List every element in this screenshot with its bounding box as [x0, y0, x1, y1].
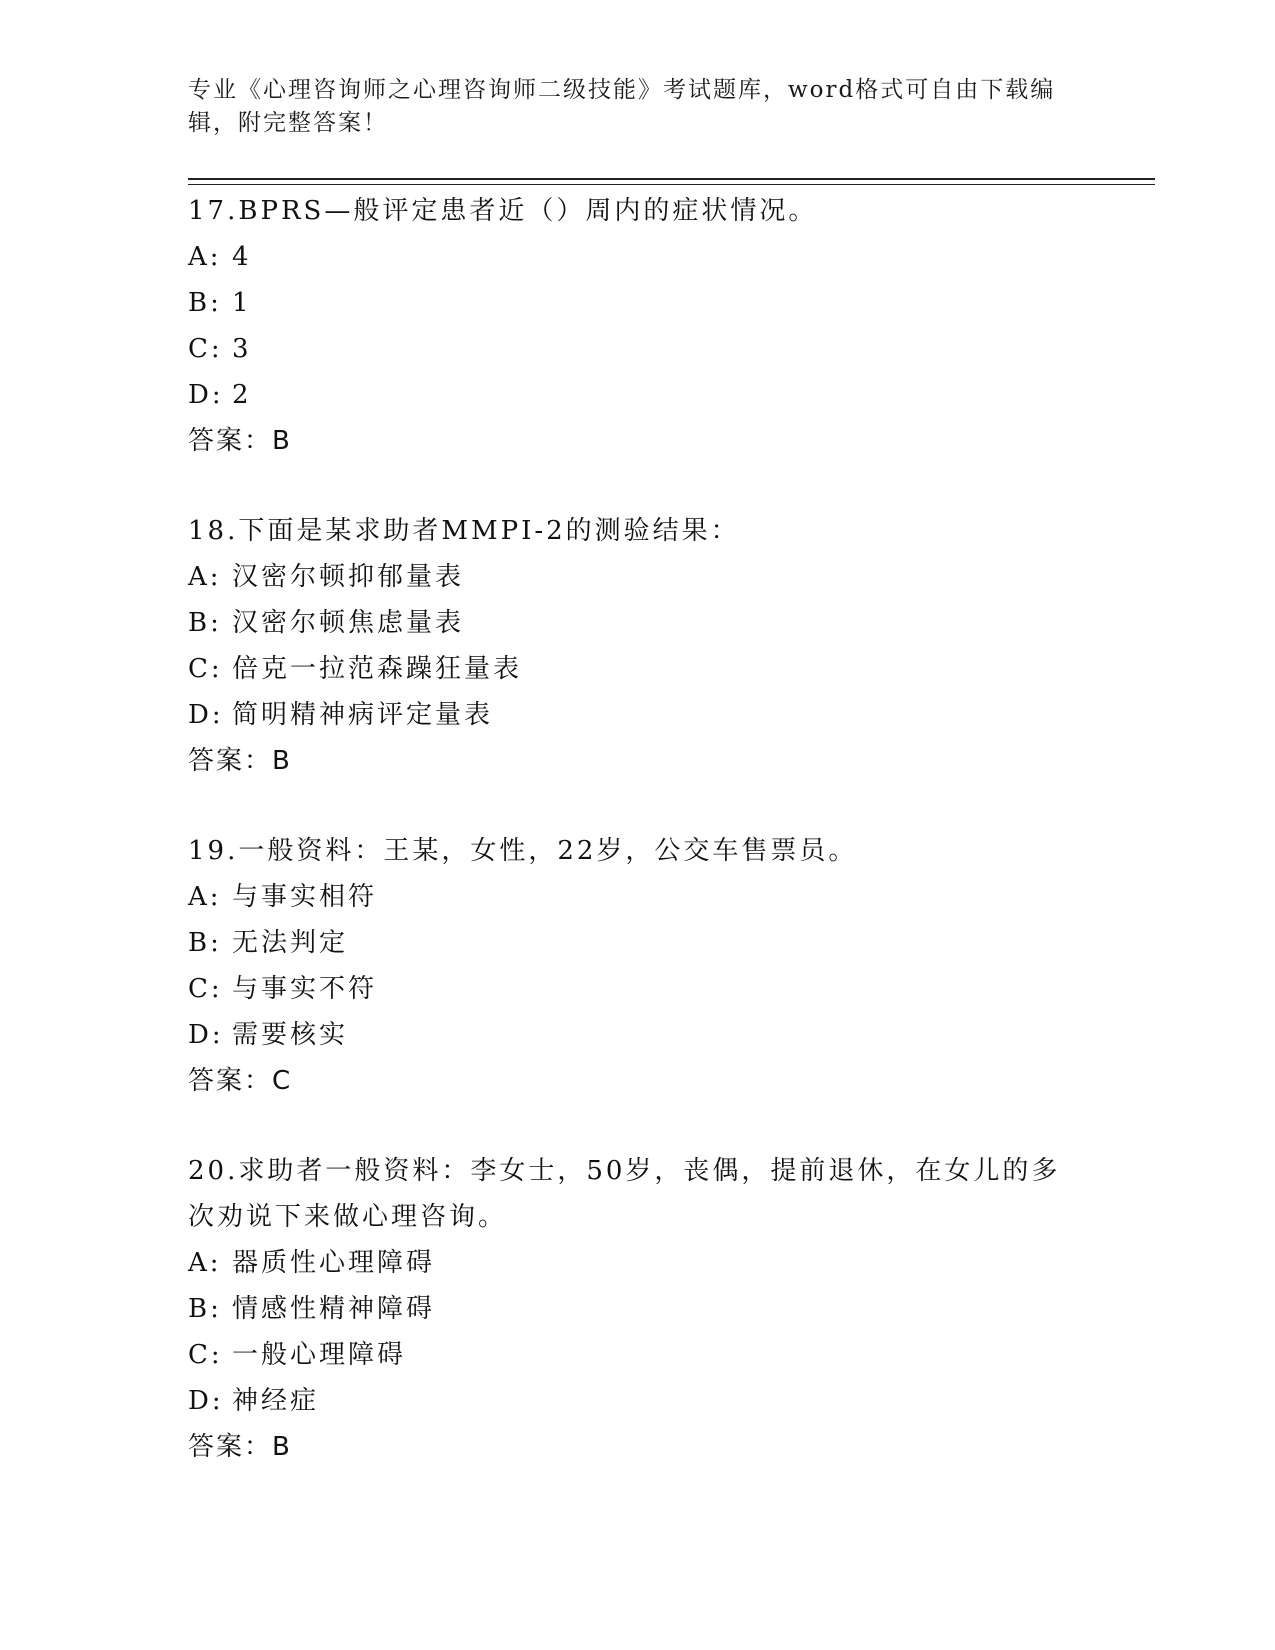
- option-label: A:: [188, 242, 222, 272]
- option-d: [188, 372, 1088, 418]
- option-a: [188, 234, 1088, 280]
- option-a: [188, 1240, 1088, 1286]
- option-text: 一般心理障碍: [232, 1340, 407, 1370]
- option-b: [188, 600, 1088, 646]
- option-c: [188, 326, 1088, 372]
- document-header: 专业《心理咨询师之心理咨询师二级技能》考试题库，word格式可自由下载编辑，附完整答案！: [188, 77, 1056, 136]
- option-text: 倍克一拉范森躁狂量表: [232, 654, 523, 684]
- option-a: [188, 874, 1088, 920]
- option-text: 4: [232, 242, 252, 272]
- option-text: 汉密尔顿抑郁量表: [232, 562, 465, 592]
- question-stem: 20.求助者一般资料：李女士，50岁，丧偶，提前退休，在女儿的多次劝说下来做心理咨询。: [188, 1156, 1061, 1232]
- option-text: 与事实不符: [232, 974, 378, 1004]
- option-c: [188, 1332, 1088, 1378]
- option-text: 简明精神病评定量表: [232, 700, 494, 730]
- question-18: [188, 508, 1088, 784]
- option-text: 无法判定: [232, 928, 349, 958]
- option-text: 需要核实: [232, 1020, 349, 1050]
- option-label: D:: [188, 1386, 224, 1416]
- option-text: 1: [232, 288, 252, 318]
- option-text: 2: [232, 380, 252, 410]
- option-label: A:: [188, 882, 222, 912]
- option-label: C:: [188, 1340, 223, 1370]
- answer-line: 答案：B: [188, 426, 292, 456]
- option-label: A:: [188, 562, 222, 592]
- option-c: [188, 966, 1088, 1012]
- option-text: 器质性心理障碍: [232, 1248, 436, 1278]
- option-b: [188, 280, 1088, 326]
- option-b: [188, 920, 1088, 966]
- option-text: 情感性精神障碍: [232, 1294, 436, 1324]
- answer-line: 答案：C: [188, 1066, 293, 1096]
- question-20: [188, 1148, 1088, 1470]
- header-divider-thin: [188, 184, 1155, 185]
- option-label: B:: [188, 928, 222, 958]
- option-d: [188, 1378, 1088, 1424]
- option-label: A:: [188, 1248, 222, 1278]
- answer-line: 答案：B: [188, 746, 292, 776]
- question-stem: 18.下面是某求助者MMPI-2的测验结果：: [188, 516, 740, 546]
- option-c: [188, 646, 1088, 692]
- question-stem: 17.BPRS—般评定患者近（）周内的症状情况。: [188, 196, 818, 226]
- option-label: C:: [188, 974, 223, 1004]
- question-19: [188, 828, 1088, 1104]
- option-text: 与事实相符: [232, 882, 378, 912]
- option-label: D:: [188, 1020, 224, 1050]
- option-label: D:: [188, 700, 224, 730]
- option-text: 神经症: [232, 1386, 320, 1416]
- question-17: [188, 188, 1088, 464]
- option-label: C:: [188, 654, 223, 684]
- option-label: B:: [188, 608, 222, 638]
- option-label: D:: [188, 380, 224, 410]
- option-label: C:: [188, 334, 223, 364]
- option-text: 3: [232, 334, 252, 364]
- option-a: [188, 554, 1088, 600]
- option-label: B:: [188, 288, 222, 318]
- option-text: 汉密尔顿焦虑量表: [232, 608, 465, 638]
- answer-line: 答案：B: [188, 1432, 292, 1462]
- option-b: [188, 1286, 1088, 1332]
- option-d: [188, 1012, 1088, 1058]
- question-stem: 19.一般资料：王某，女性，22岁，公交车售票员。: [188, 836, 858, 866]
- header-divider-thick: [188, 178, 1155, 180]
- option-label: B:: [188, 1294, 222, 1324]
- option-d: [188, 692, 1088, 738]
